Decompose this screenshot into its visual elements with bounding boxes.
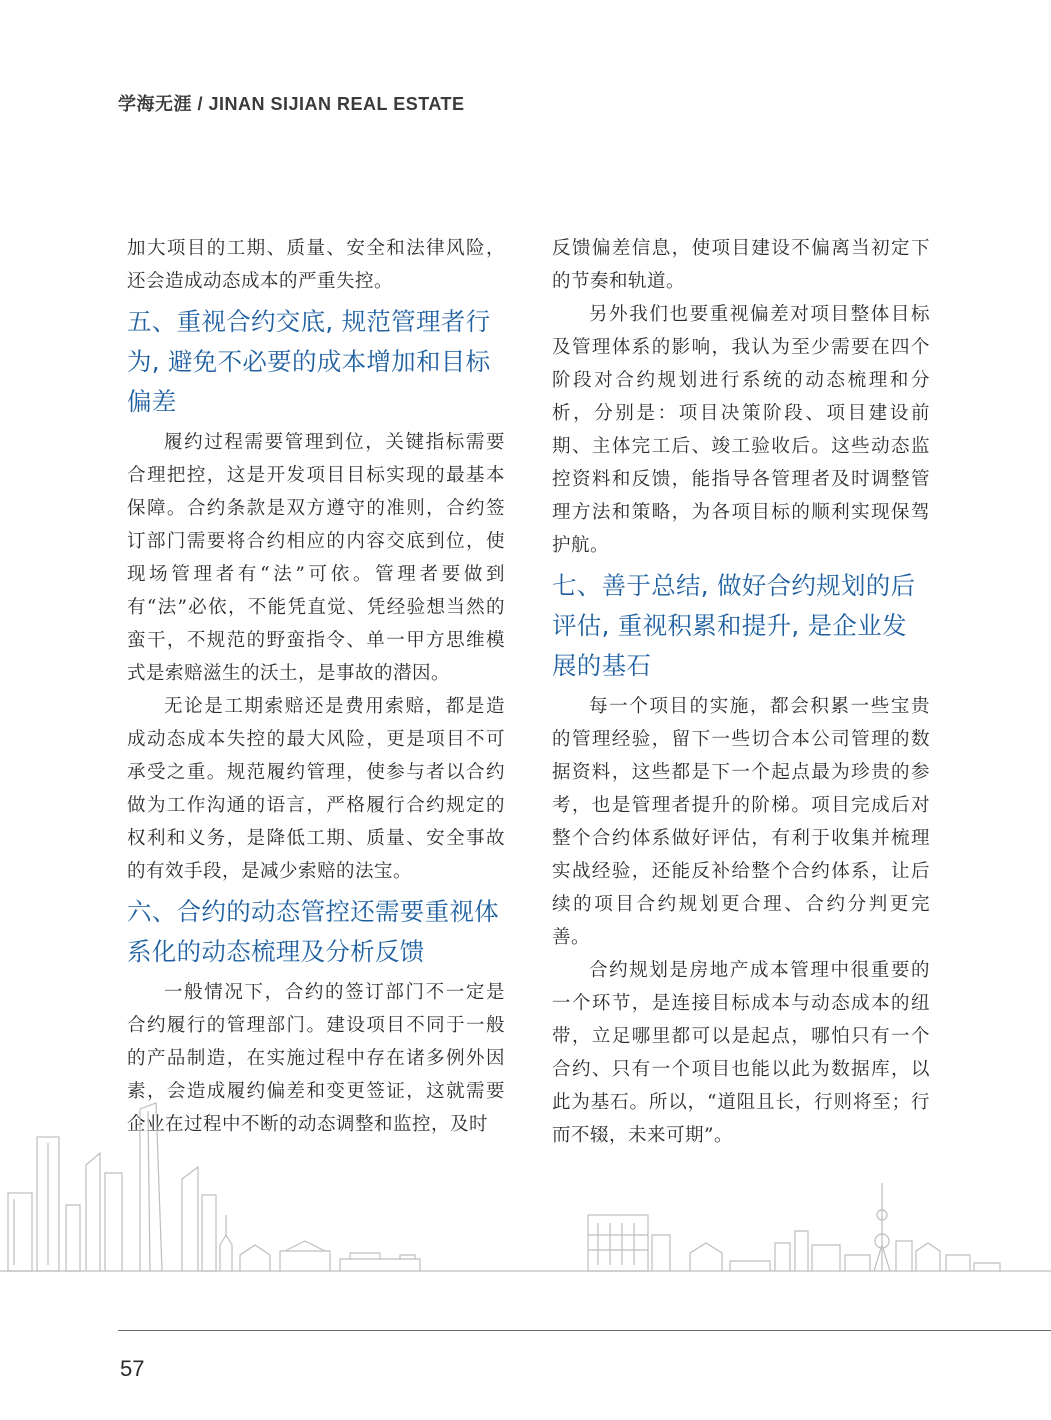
paragraph: 履约过程需要管理到位，关键指标需要合理把控，这是开发项目目标实现的最基本保障。合约条款是双方遵守的准则，合约签订部门需要将合约相应的内容交底到位，使现场管理者有“法”可依。管理者要做到有“法”必依，不能凭直觉、凭经验想当然的蛮干，不规范的野蛮指令、单一甲方思维模式是索赔滋生的沃土，是事故的潜因。	[127, 432, 505, 684]
paragraph: 一般情况下，合约的签订部门不一定是合约履行的管理部门。建设项目不同于一般的产品制造，在实施过程中存在诸多例外因素，会造成履约偏差和变更签证，这就需要企业在过程中不断的动态调整和监控，及时	[127, 982, 505, 1135]
left-column	[127, 232, 505, 1141]
section-heading-5: 五、重视合约交底, 规范管理者行为, 避免不必要的成本增加和目标偏差	[127, 307, 491, 416]
city-skyline-illustration	[0, 1095, 1051, 1280]
section-heading-6: 六、合约的动态管控还需要重视体系化的动态梳理及分析反馈	[127, 897, 499, 966]
paragraph: 另外我们也要重视偏差对项目整体目标及管理体系的影响，我认为至少需要在四个阶段对合约规划进行系统的动态梳理和分析，分别是：项目决策阶段、项目建设前期、主体完工后、竣工验收后。这些动态监控资料和反馈，能指导各管理者及时调整管理方法和策略，为各项目标的顺利实现保驾护航。	[552, 304, 930, 556]
section-heading-7: 七、善于总结, 做好合约规划的后评估, 重视积累和提升, 是企业发展的基石	[552, 571, 916, 680]
running-head: 学海无涯 / JINAN SIJIAN REAL ESTATE	[118, 94, 465, 114]
right-column	[552, 232, 930, 1152]
paragraph: 反馈偏差信息，使项目建设不偏离当初定下的节奏和轨道。	[552, 238, 930, 292]
footer-rule	[118, 1330, 1051, 1331]
paragraph: 加大项目的工期、质量、安全和法律风险，还会造成动态成本的严重失控。	[127, 238, 505, 292]
page-number: 57	[120, 1356, 145, 1381]
paragraph: 每一个项目的实施，都会积累一些宝贵的管理经验，留下一些切合本公司管理的数据资料，这些都是下一个起点最为珍贵的参考，也是管理者提升的阶梯。项目完成后对整个合约体系做好评估，有利于收集并梳理实战经验，还能反补给整个合约体系，让后续的项目合约规划更合理、合约分判更完善。	[552, 696, 930, 948]
paragraph: 无论是工期索赔还是费用索赔，都是造成动态成本失控的最大风险，更是项目不可承受之重。规范履约管理，使参与者以合约做为工作沟通的语言，严格履行合约规定的权利和义务，是降低工期、质量、安全事故的有效手段，是减少索赔的法宝。	[127, 696, 505, 882]
paragraph: 合约规划是房地产成本管理中很重要的一个环节，是连接目标成本与动态成本的纽带，立足哪里都可以是起点，哪怕只有一个合约、只有一个项目也能以此为数据库，以此为基石。所以，“道阻且长，行则将至；行而不辍，未来可期”。	[552, 960, 930, 1146]
